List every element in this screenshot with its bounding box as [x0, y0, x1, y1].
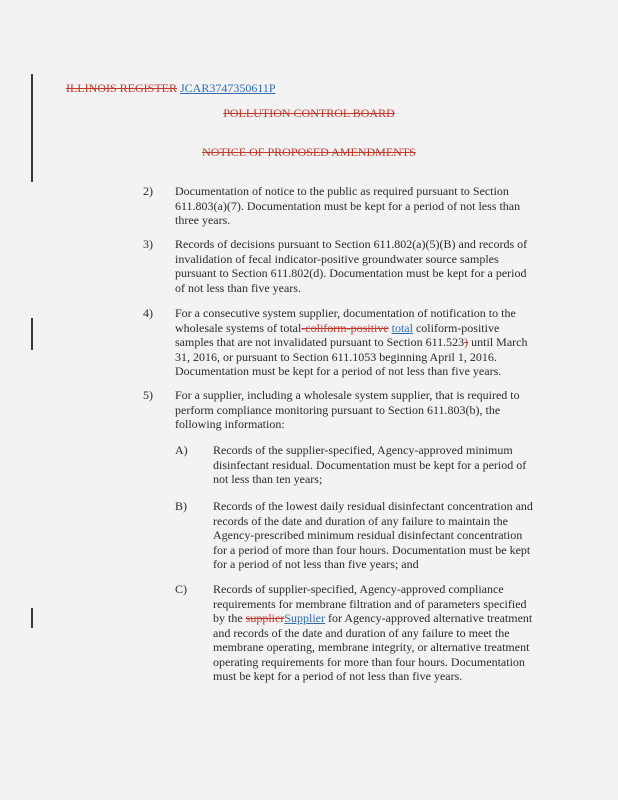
deleted-text: ) [464, 335, 469, 349]
item-number: 3) [143, 237, 153, 251]
item-number: 4) [143, 306, 153, 320]
item-text: Records of the supplier-specified, Agency-approved minimum disinfectant residual. Documentation must be kept for a period of not less than ten years; [213, 443, 527, 486]
notice-title: NOTICE OF PROPOSED AMENDMENTS [202, 145, 416, 159]
item-number: 5) [143, 388, 153, 402]
register-header [66, 81, 276, 96]
text-run: coliform-positive samples that are not invalidated pursuant to Section 611.523 [175, 320, 500, 349]
inserted-text: total [391, 320, 413, 335]
inserted-text: Supplier [284, 611, 326, 625]
text-run: for Agency-approved alternative treatment and records of the date and duration of any failure to meet the membrane operating, membrane integrity, or alternative treatment operating requirements for more than four hours. Documentation must be kept for a period of not less than five years. [213, 611, 533, 683]
deleted-text: supplier [245, 611, 285, 625]
register-deleted: ILLINOIS REGISTER [66, 81, 177, 95]
board-title: POLLUTION CONTROL BOARD [223, 106, 395, 120]
item-number: 2) [143, 184, 153, 198]
revision-bar [31, 608, 33, 628]
item-text [175, 306, 530, 379]
deleted-text: -coliform-positive [301, 320, 389, 335]
register-inserted: JCAR3747350611P [180, 81, 276, 95]
item-number: C) [175, 582, 187, 596]
text-run: For a consecutive system supplier, documentation of notification to the wholesale systems of total [175, 306, 516, 335]
item-number: A) [175, 443, 188, 457]
item-text: Records of decisions pursuant to Section 611.802(a)(5)(B) and records of invalidation of fecal indicator-positive groundwater source samples pursuant to Section 611.802(d). Documentation must be kept for a period of not less than five years. [175, 237, 528, 295]
item-text: Documentation of notice to the public as required pursuant to Section 611.803(a)(7). Documentation must be kept for a period of not less than three years. [175, 184, 521, 227]
item-number: B) [175, 499, 187, 513]
revision-bar [31, 318, 33, 350]
text-run: Records of supplier-specified, Agency-approved compliance requirements for membrane filtration and of parameters specified by the [213, 582, 527, 625]
item-text [213, 582, 535, 684]
item-text: For a supplier, including a wholesale system supplier, that is required to perform compliance monitoring pursuant to Section 611.803(b), the following information: [175, 388, 520, 431]
revision-bar [31, 74, 33, 182]
text-run: until March 31, 2016, or pursuant to Section 611.1053 beginning April 1, 2016. Documentation must be kept for a period of not less than five years. [175, 335, 528, 378]
item-text: Records of the lowest daily residual disinfectant concentration and records of the date and duration of any failure to maintain the Agency-prescribed minimum residual disinfectant concentration for a period of more than four hours. Documentation must be kept for a period of not less than five years; and [213, 499, 533, 571]
